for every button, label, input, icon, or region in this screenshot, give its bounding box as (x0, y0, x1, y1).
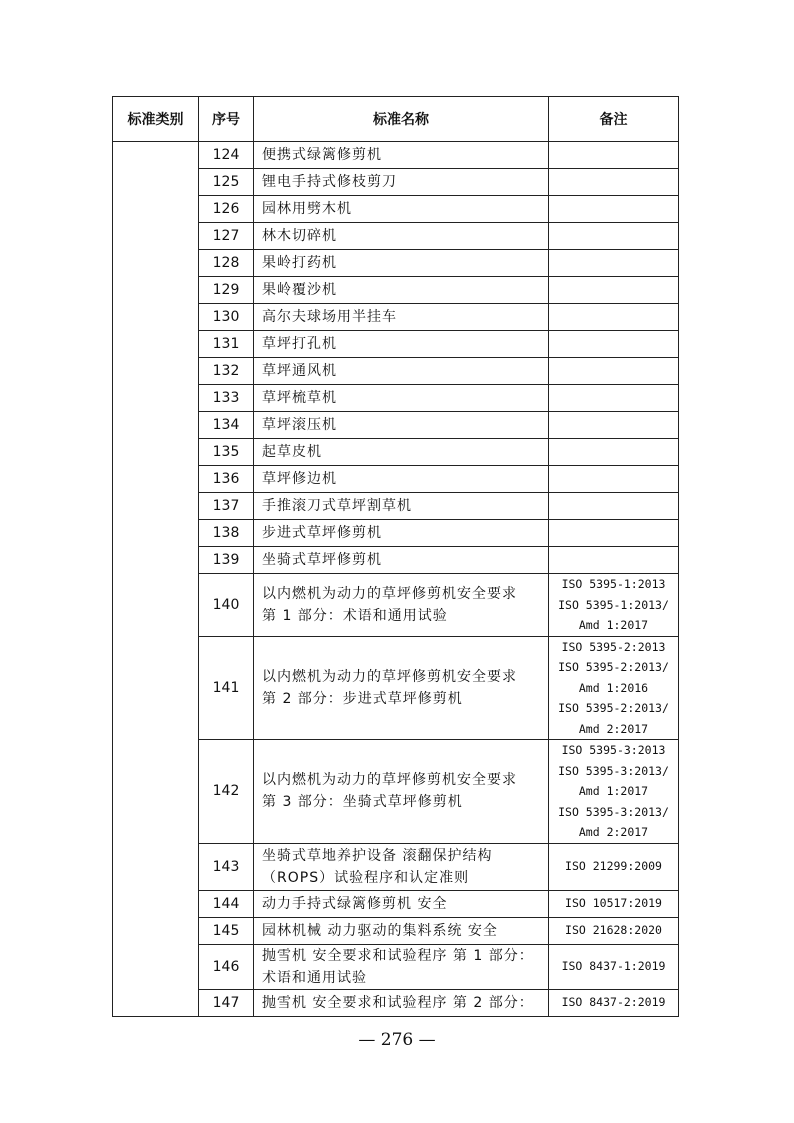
note-line: ISO 5395-2:2013 (561, 639, 666, 654)
note-cell (549, 142, 679, 169)
note-cell (549, 520, 679, 547)
note-line: Amd 2:2017 (578, 721, 649, 736)
page-number: — 276 — (358, 1030, 436, 1050)
name-line: 第 1 部分：术语和通用试验 (262, 607, 448, 624)
header-seq: 序号 (199, 97, 254, 142)
name-cell (254, 250, 549, 277)
name-line: 草坪通风机 (262, 363, 337, 379)
note-cell (549, 547, 679, 574)
seq-cell: 136 (199, 466, 254, 493)
seq-cell: 141 (199, 636, 254, 740)
note-cell (549, 331, 679, 358)
seq-cell: 146 (199, 944, 254, 989)
note-line: ISO 8437-1:2019 (561, 959, 666, 974)
name-cell (254, 304, 549, 331)
name-cell (254, 547, 549, 574)
name-cell (254, 331, 549, 358)
name-cell (254, 636, 549, 740)
note-cell (549, 917, 679, 944)
seq-cell: 127 (199, 223, 254, 250)
note-cell (549, 304, 679, 331)
table-header-row (113, 97, 679, 142)
note-cell (549, 944, 679, 989)
name-cell (254, 574, 549, 637)
name-line: 手推滚刀式草坪割草机 (262, 498, 412, 514)
note-cell (549, 385, 679, 412)
name-line: 果岭覆沙机 (262, 282, 337, 298)
seq-cell: 126 (199, 196, 254, 223)
seq-cell: 140 (199, 574, 254, 637)
note-line: ISO 8437-2:2019 (561, 995, 666, 1010)
name-line: 草坪梳草机 (262, 390, 337, 406)
seq-cell: 147 (199, 989, 254, 1016)
category-cell (113, 142, 199, 1017)
note-line: ISO 5395-2:2013/ (558, 660, 669, 674)
name-line: 草坪打孔机 (262, 336, 337, 352)
note-cell (549, 412, 679, 439)
name-line: 园林用劈木机 (262, 201, 352, 217)
note-cell (549, 843, 679, 890)
table-body (113, 142, 679, 1017)
note-cell (549, 493, 679, 520)
note-line: ISO 5395-2:2013/ (558, 701, 669, 715)
name-line: 以内燃机为动力的草坪修剪机安全要求 (262, 585, 517, 602)
note-line: Amd 1:2017 (578, 618, 649, 632)
standards-table-container (112, 96, 678, 1017)
name-cell (254, 917, 549, 944)
name-cell (254, 412, 549, 439)
name-line: 便携式绿篱修剪机 (262, 147, 382, 163)
note-line: ISO 5395-1:2013 (561, 577, 666, 591)
seq-cell: 139 (199, 547, 254, 574)
note-cell (549, 740, 679, 844)
name-line: 坐骑式草坪修剪机 (262, 552, 382, 568)
note-line: ISO 5395-3:2013/ (558, 763, 669, 778)
name-line: 第 3 部分：坐骑式草坪修剪机 (262, 794, 463, 811)
note-cell (549, 250, 679, 277)
table-row (113, 142, 679, 169)
name-line: 第 2 部分：步进式草坪修剪机 (262, 690, 463, 707)
seq-cell: 134 (199, 412, 254, 439)
seq-cell: 131 (199, 331, 254, 358)
seq-cell: 135 (199, 439, 254, 466)
seq-cell: 130 (199, 304, 254, 331)
name-cell (254, 466, 549, 493)
note-cell (549, 358, 679, 385)
seq-cell: 124 (199, 142, 254, 169)
note-cell (549, 277, 679, 304)
name-cell (254, 493, 549, 520)
note-line: ISO 5395-3:2013/ (558, 804, 669, 819)
note-cell (549, 574, 679, 637)
name-cell (254, 520, 549, 547)
seq-cell: 128 (199, 250, 254, 277)
seq-cell: 125 (199, 169, 254, 196)
note-line: Amd 1:2017 (578, 784, 649, 798)
name-cell (254, 385, 549, 412)
name-cell (254, 142, 549, 169)
name-cell (254, 169, 549, 196)
name-line: （ROPS）试验程序和认定准则 (262, 869, 470, 886)
note-line: ISO 5395-3:2013 (561, 743, 666, 757)
header-name: 标准名称 (254, 97, 549, 142)
name-line: 抛雪机 安全要求和试验程序 第 2 部分： (262, 994, 534, 1011)
note-cell (549, 989, 679, 1016)
name-cell (254, 989, 549, 1016)
note-cell (549, 169, 679, 196)
note-cell (549, 196, 679, 223)
note-cell (549, 636, 679, 740)
note-line: ISO 21628:2020 (565, 923, 662, 938)
note-cell (549, 890, 679, 917)
name-line: 动力手持式绿篱修剪机 安全 (262, 895, 448, 912)
name-cell (254, 223, 549, 250)
name-line: 果岭打药机 (262, 255, 337, 271)
standards-table (112, 96, 679, 1017)
note-line: ISO 21299:2009 (565, 859, 662, 874)
name-line: 林木切碎机 (262, 228, 337, 244)
seq-cell: 132 (199, 358, 254, 385)
name-line: 术语和通用试验 (262, 969, 367, 986)
seq-cell: 145 (199, 917, 254, 944)
note-cell (549, 439, 679, 466)
seq-cell: 129 (199, 277, 254, 304)
name-cell (254, 358, 549, 385)
note-line: Amd 2:2017 (578, 825, 649, 839)
note-cell (549, 223, 679, 250)
name-line: 高尔夫球场用半挂车 (262, 309, 397, 325)
name-cell (254, 843, 549, 890)
name-line: 以内燃机为动力的草坪修剪机安全要求 (262, 772, 517, 789)
header-category: 标准类别 (113, 97, 199, 142)
name-line: 锂电手持式修枝剪刀 (262, 174, 397, 190)
name-cell (254, 740, 549, 844)
name-line: 抛雪机 安全要求和试验程序 第 1 部分： (262, 947, 534, 964)
name-line: 园林机械 动力驱动的集料系统 安全 (262, 922, 498, 939)
seq-cell: 133 (199, 385, 254, 412)
name-line: 以内燃机为动力的草坪修剪机安全要求 (262, 668, 517, 685)
header-note: 备注 (549, 97, 679, 142)
seq-cell: 143 (199, 843, 254, 890)
name-cell (254, 196, 549, 223)
name-cell (254, 944, 549, 989)
name-cell (254, 277, 549, 304)
seq-cell: 144 (199, 890, 254, 917)
name-line: 坐骑式草地养护设备 滚翻保护结构 (262, 847, 493, 864)
name-cell (254, 890, 549, 917)
name-line: 步进式草坪修剪机 (262, 525, 382, 541)
seq-cell: 142 (199, 740, 254, 844)
seq-cell: 137 (199, 493, 254, 520)
name-line: 起草皮机 (262, 444, 322, 460)
name-cell (254, 439, 549, 466)
note-line: ISO 10517:2019 (565, 896, 662, 911)
note-cell (549, 466, 679, 493)
name-line: 草坪滚压机 (262, 417, 337, 433)
seq-cell: 138 (199, 520, 254, 547)
note-line: Amd 1:2016 (578, 680, 649, 695)
name-line: 草坪修边机 (262, 471, 337, 487)
note-line: ISO 5395-1:2013/ (558, 597, 669, 612)
